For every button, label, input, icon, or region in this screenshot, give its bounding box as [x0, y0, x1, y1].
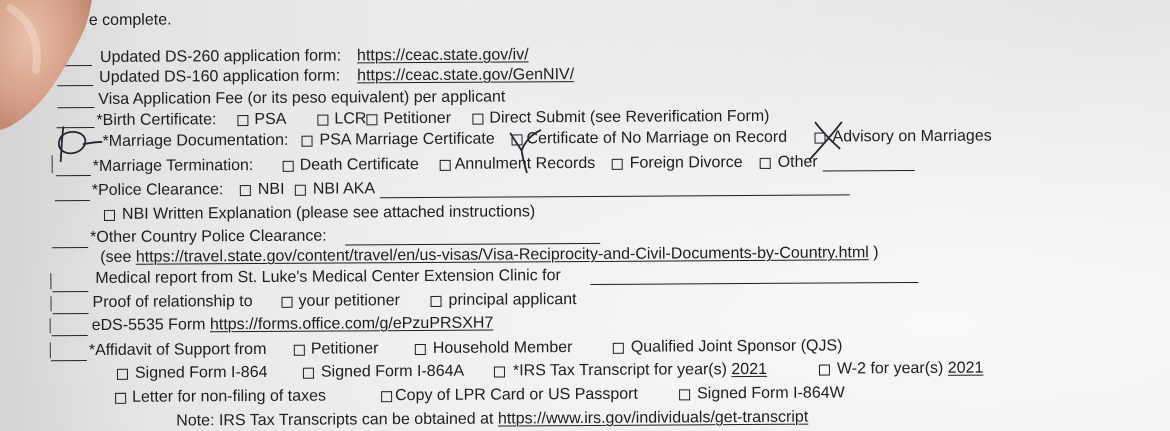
irs-tax-transcript-year: 2021 [731, 360, 768, 379]
birth-certificate-label: *Birth Certificate: [96, 111, 217, 129]
option-other: Other [777, 153, 818, 171]
option-lcr: LCR [334, 110, 367, 128]
ds160-label: Updated DS-160 application form: [99, 67, 341, 86]
police-clearance-label: *Police Clearance: [91, 181, 224, 200]
option-cenomar: Certificate of No Marriage on Record [526, 128, 788, 148]
w2-year: 2021 [947, 359, 984, 377]
option-signed-form-i864a: Signed Form I-864A [320, 362, 465, 381]
handwritten-x-mark-icon [809, 122, 841, 159]
affidavit-label: *Affidavit of Support from [88, 340, 267, 360]
reciprocity-link: https://travel.state.gov/content/travel/en/us-visas/Visa-Reciprocity-and-Civil-Documents-by-Country.html [135, 244, 869, 266]
see-prefix: (see [100, 248, 132, 266]
visa-fee-label: Visa Application Fee (or its peso equivalent) per applicant [98, 88, 506, 108]
option-affidavit-petitioner: Petitioner [310, 340, 379, 358]
eds5535-link: https://forms.office.com/g/ePzuPRSXH7 [209, 314, 494, 334]
marriage-termination-label: *Marriage Termination: [92, 157, 254, 176]
ds260-link: https://ceac.state.gov/iv/ [356, 46, 529, 65]
ds160-link: https://ceac.state.gov/GenNIV/ [357, 66, 575, 85]
irs-note-label: Note: IRS Tax Transcripts can be obtained at [176, 410, 494, 430]
option-advisory-on-marriages: Advisory on Marriages [832, 127, 992, 146]
option-psa: PSA [254, 110, 287, 129]
option-foreign-divorce: Foreign Divorce [629, 154, 743, 172]
option-direct-submit: Direct Submit (see Reverification Form) [489, 107, 770, 127]
option-nbi-aka: NBI AKA [312, 180, 376, 198]
top-fragment-text: e complete. [88, 11, 172, 30]
thumb-icon [0, 0, 110, 140]
handwritten-check-mark-icon [510, 130, 540, 172]
medical-report-label: Medical report from St. Luke's Medical Center Extension Clinic for [95, 267, 561, 287]
option-petitioner: Petitioner [383, 109, 452, 128]
eds5535-label: eDS-5535 Form [91, 316, 206, 335]
ds260-label: Updated DS-260 application form: [99, 47, 342, 66]
option-psa-marriage-certificate: PSA Marriage Certificate [319, 130, 495, 149]
option-nbi: NBI [257, 180, 285, 198]
marriage-documentation-label: *Marriage Documentation: [102, 131, 289, 150]
option-annulment-records: Annulment Records [454, 154, 596, 173]
option-death-certificate: Death Certificate [299, 156, 419, 174]
other-country-police-label: *Other Country Police Clearance: [90, 227, 327, 247]
option-principal-applicant: principal applicant [448, 291, 577, 309]
option-household-member: Household Member [432, 339, 573, 357]
option-lpr-card-or-passport: Copy of LPR Card or US Passport [395, 385, 638, 405]
option-your-petitioner: your petitioner [298, 292, 400, 310]
proof-of-relationship-label: Proof of relationship to [92, 293, 253, 312]
option-letter-non-filing: Letter for non-filing of taxes [132, 387, 327, 406]
option-signed-form-i864: Signed Form I-864 [134, 363, 268, 382]
w2-label: W-2 for year(s) [836, 359, 944, 378]
irs-transcript-link: https://www.irs.gov/individuals/get-transcript [497, 408, 809, 428]
option-signed-form-i864w: Signed Form I-864W [697, 384, 845, 403]
irs-tax-transcript-label: *IRS Tax Transcript for year(s) [512, 361, 727, 380]
see-suffix: ) [873, 244, 879, 262]
option-nbi-written-explanation: NBI Written Explanation (please see attached instructions) [121, 203, 536, 223]
option-qualified-joint-sponsor: Qualified Joint Sponsor (QJS) [630, 337, 843, 356]
